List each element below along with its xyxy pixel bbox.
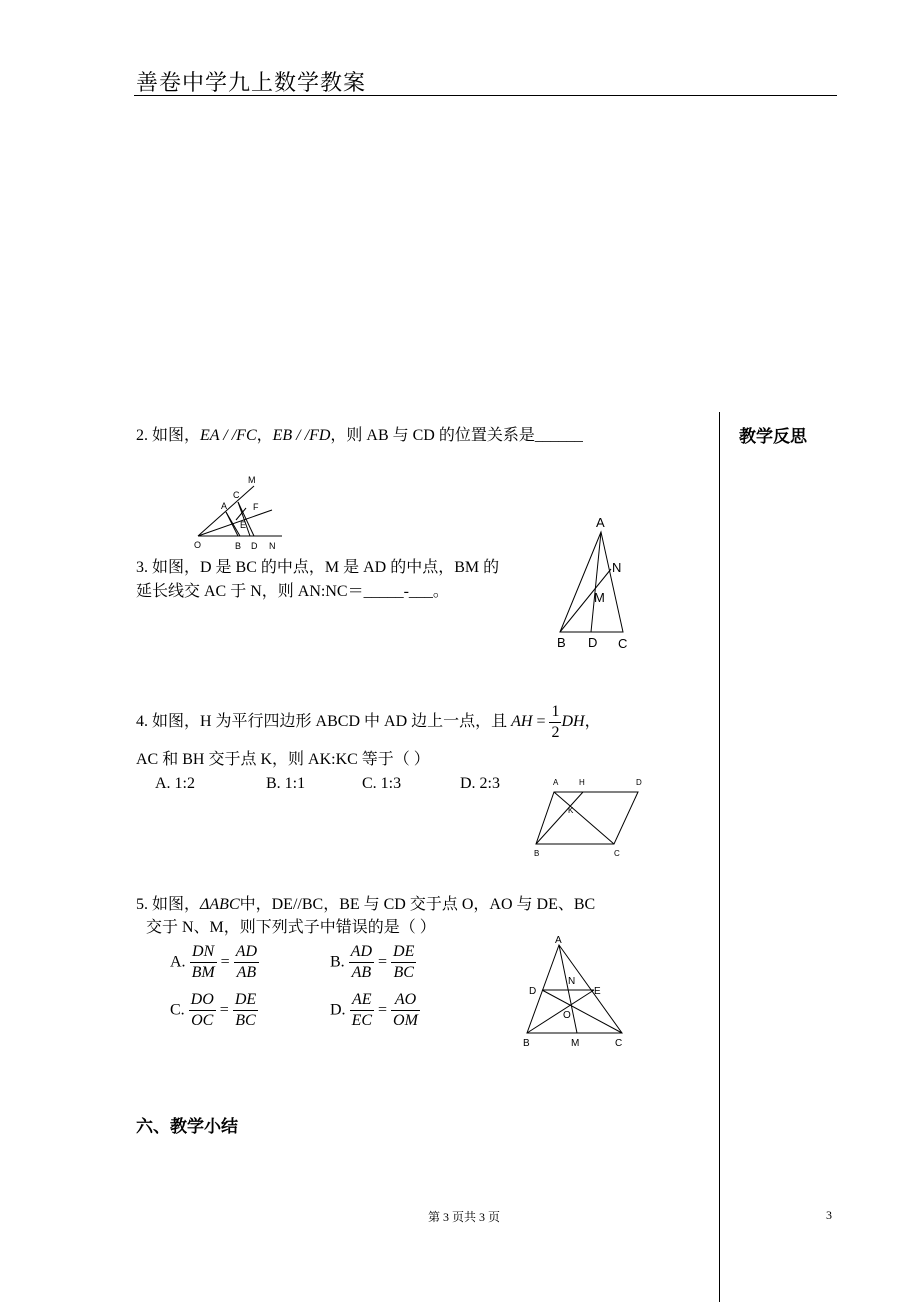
q5-c-left-num: DO bbox=[189, 990, 216, 1011]
q5-b-left-den: AB bbox=[351, 964, 372, 981]
q5-triangle: ΔABC bbox=[200, 896, 240, 913]
q2-label-f: F bbox=[253, 502, 259, 512]
q3-label-b: B bbox=[557, 635, 566, 650]
q2-label-n: N bbox=[269, 541, 276, 551]
q5-b-right bbox=[391, 942, 416, 983]
q5-c-left-den: OC bbox=[191, 1012, 214, 1029]
q5-b-right-den: BC bbox=[393, 964, 414, 981]
page-footer: 第 3 页共 3 页 bbox=[428, 1210, 501, 1224]
q3-line-2-end: 。 bbox=[432, 583, 449, 600]
q4-eq: = bbox=[536, 713, 546, 730]
q4-label-a: A bbox=[553, 778, 559, 787]
q3-label-a: A bbox=[596, 515, 605, 530]
q5-option-a[interactable] bbox=[170, 942, 259, 983]
q3-label-d: D bbox=[588, 635, 598, 650]
q5-b-left bbox=[349, 942, 374, 983]
q2-label-o: O bbox=[194, 540, 202, 550]
q5-a-left-den: BM bbox=[191, 964, 215, 981]
q5-lead: 5. 如图， bbox=[136, 896, 201, 913]
q5-option-a-label: A. bbox=[170, 953, 186, 971]
q4-label-k: K bbox=[568, 806, 574, 815]
q2-label-a: A bbox=[221, 501, 228, 511]
q3-answer-blank[interactable]: _____-___ bbox=[363, 583, 433, 600]
q4-figure bbox=[530, 774, 655, 864]
q5-option-b-label: B. bbox=[330, 953, 345, 971]
q5-line-2: 交于 N、M，则下列式子中错误的是（ ） bbox=[146, 919, 436, 936]
q5-a-right bbox=[234, 942, 259, 983]
q5-option-d[interactable] bbox=[330, 990, 420, 1031]
q2-label-b: B bbox=[235, 541, 242, 551]
q4-fraction bbox=[549, 702, 561, 743]
q5-d-right-num: AO bbox=[391, 990, 420, 1011]
q2-number: 2. bbox=[136, 427, 148, 444]
q2-label-e: E bbox=[240, 520, 247, 530]
q5-label-d: D bbox=[529, 986, 537, 997]
q4-option-d[interactable]: D. 2:3 bbox=[460, 775, 500, 792]
q2-answer-blank[interactable]: ______ bbox=[534, 427, 583, 444]
q5-option-b[interactable] bbox=[330, 942, 416, 983]
q5-option-c[interactable] bbox=[170, 990, 258, 1031]
q5-d-left bbox=[350, 990, 374, 1031]
q2-expr2: EB / /FD bbox=[272, 427, 331, 444]
question-2 bbox=[136, 425, 583, 447]
q2-lead: 如图， bbox=[152, 427, 201, 444]
q2-label-d: D bbox=[251, 541, 258, 551]
q4-line-1 bbox=[136, 700, 601, 744]
q2-comma: ， bbox=[256, 427, 273, 444]
q2-expr1: EA / /FC bbox=[200, 427, 257, 444]
q5-d-left-num: AE bbox=[350, 990, 374, 1011]
q5-c-eq: = bbox=[219, 1001, 229, 1019]
q4-lead: 4. 如图，H 为平行四边形 ABCD 中 AD 边上一点，且 bbox=[136, 713, 512, 730]
q2-tail: ，则 AB 与 CD 的位置关系是 bbox=[330, 427, 535, 444]
section-summary-heading: 六、教学小结 bbox=[136, 1117, 238, 1137]
q5-b-eq: = bbox=[378, 953, 388, 971]
q5-line-1 bbox=[136, 894, 595, 916]
q5-c-left bbox=[189, 990, 216, 1031]
q4-rhs: DH bbox=[561, 713, 585, 730]
q5-a-right-num: AD bbox=[234, 942, 259, 963]
q4-frac-num: 1 bbox=[549, 702, 561, 723]
q5-c-right bbox=[233, 990, 258, 1031]
q4-line-2: AC 和 BH 交于点 K，则 AK:KC 等于（ ） bbox=[136, 751, 430, 768]
q2-figure bbox=[190, 470, 290, 555]
q3-label-n: N bbox=[612, 560, 622, 575]
q5-label-b: B bbox=[523, 1038, 530, 1049]
q5-label-e: E bbox=[594, 986, 601, 997]
q5-a-eq: = bbox=[220, 953, 230, 971]
reflection-heading: 教学反思 bbox=[739, 427, 807, 447]
q4-label-h: H bbox=[579, 778, 585, 787]
q5-a-left-num: DN bbox=[190, 942, 217, 963]
q4-label-d: D bbox=[636, 778, 642, 787]
q5-c-right-num: DE bbox=[233, 990, 258, 1011]
q3-label-c: C bbox=[618, 636, 628, 651]
q5-figure bbox=[518, 932, 633, 1050]
q5-c-right-den: BC bbox=[235, 1012, 256, 1029]
q2-label-m: M bbox=[248, 475, 256, 485]
q5-d-left-den: EC bbox=[351, 1012, 373, 1029]
q4-option-c[interactable]: C. 1:3 bbox=[362, 775, 402, 792]
q4-option-b[interactable]: B. 1:1 bbox=[266, 775, 306, 792]
q5-option-d-label: D. bbox=[330, 1001, 346, 1019]
q3-label-m: M bbox=[594, 590, 605, 605]
q4-frac-den: 2 bbox=[551, 723, 560, 741]
q4-label-b: B bbox=[534, 849, 540, 858]
page-header-title: 善卷中学九上数学教案 bbox=[136, 70, 367, 95]
q4-label-c: C bbox=[614, 849, 620, 858]
q5-lead-tail: 中，DE//BC，BE 与 CD 交于点 O，AO 与 DE、BC bbox=[239, 896, 596, 913]
q5-b-left-num: AD bbox=[349, 942, 374, 963]
q2-label-c: C bbox=[233, 490, 240, 500]
page-number: 3 bbox=[826, 1208, 832, 1222]
q3-line-2-text: 延长线交 AC 于 N，则 AN:NC＝ bbox=[136, 583, 364, 600]
q5-label-n: N bbox=[568, 976, 576, 987]
q4-comma: ， bbox=[584, 713, 601, 730]
header-divider bbox=[134, 95, 837, 96]
q5-label-a: A bbox=[555, 935, 562, 946]
q5-label-c: C bbox=[615, 1038, 623, 1049]
q5-d-right bbox=[391, 990, 420, 1031]
q5-label-o: O bbox=[563, 1010, 571, 1021]
q5-a-left bbox=[190, 942, 217, 983]
q4-option-a[interactable]: A. 1:2 bbox=[155, 775, 195, 792]
q3-line-1: 3. 如图，D 是 BC 的中点，M 是 AD 的中点，BM 的 bbox=[136, 559, 500, 576]
q5-b-right-num: DE bbox=[391, 942, 416, 963]
q3-figure bbox=[550, 512, 640, 652]
q3-line-2 bbox=[136, 581, 449, 603]
q5-option-c-label: C. bbox=[170, 1001, 185, 1019]
q5-d-eq: = bbox=[378, 1001, 388, 1019]
q5-a-right-den: AB bbox=[236, 964, 257, 981]
q4-lhs: AH bbox=[511, 713, 533, 730]
q5-d-right-den: OM bbox=[393, 1012, 418, 1029]
column-divider bbox=[719, 412, 720, 1302]
q5-label-m: M bbox=[571, 1038, 580, 1049]
